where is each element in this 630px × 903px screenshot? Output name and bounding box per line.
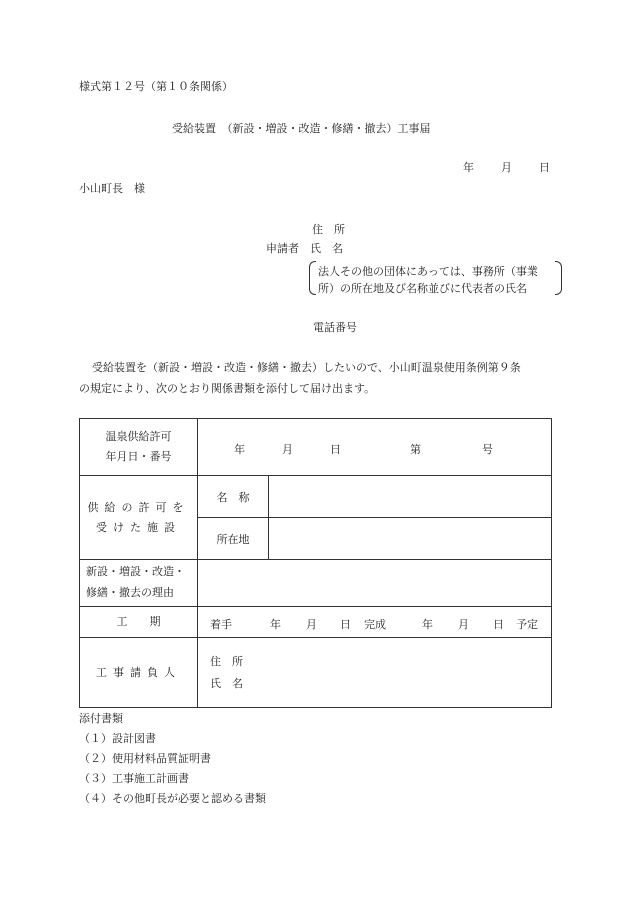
- bracket-right: [555, 261, 562, 295]
- permit-row: [80, 419, 552, 476]
- facility-location-label: 所在地: [198, 518, 269, 560]
- application-table: [79, 418, 552, 708]
- contractor-address-label: 住 所: [210, 654, 243, 668]
- form-title: 受給装置 （新設・増設・改造・修繕・撤去）工事届: [172, 122, 431, 135]
- period-start-day: 日: [340, 618, 351, 631]
- corporate-note: [309, 261, 562, 295]
- period-end-day: 日: [493, 618, 504, 631]
- reason-row: [80, 560, 552, 607]
- period-complete-label: 完成: [364, 618, 386, 631]
- date-year-label: 年: [463, 161, 474, 174]
- applicant-name-label: 申請者 氏 名: [266, 242, 343, 255]
- attachment-item: （４）その他町長が必要と認める書類: [79, 792, 266, 805]
- contractor-label: 工事請負人: [80, 638, 198, 708]
- permit-month-label: 月: [282, 443, 293, 456]
- corporate-note-line1: 法人その他の団体にあっては、事務所（事業: [318, 265, 538, 278]
- addressee: 小山町長 様: [79, 182, 145, 195]
- facility-name-label: 名 称: [198, 476, 269, 518]
- phone-label: 電話番号: [313, 321, 357, 334]
- corporate-note-line2: 所）の所在地及び名称並びに代表者の氏名: [318, 282, 527, 295]
- date-day-label: 日: [539, 161, 550, 174]
- date-month-label: 月: [501, 161, 512, 174]
- period-start-year: 年: [270, 618, 281, 631]
- attachment-item: （２）使用材料品質証明書: [79, 752, 211, 765]
- facility-label: 供給の許可を 受けた施設: [80, 476, 198, 560]
- period-end-year: 年: [422, 618, 433, 631]
- contractor-field[interactable]: [198, 638, 552, 708]
- bracket-left: [309, 261, 316, 295]
- reason-field[interactable]: [198, 560, 552, 607]
- body-text-line2: の規定により、次のとおり関係書類を添付して届け出ます。: [79, 382, 376, 395]
- facility-name-field[interactable]: [269, 476, 552, 518]
- reason-label: 新設・増設・改造・ 修繕・撤去の理由: [80, 560, 198, 607]
- permit-year-label: 年: [234, 443, 245, 456]
- attachment-item: （１）設計図書: [79, 732, 156, 745]
- facility-location-field[interactable]: [269, 518, 552, 560]
- permit-dai-label: 第: [410, 443, 421, 456]
- facility-name-row: [80, 476, 552, 518]
- permit-label: 温泉供給許可 年月日・番号: [80, 419, 198, 476]
- attachment-item: （３）工事施工計画書: [79, 772, 189, 785]
- permit-day-label: 日: [330, 443, 341, 456]
- period-planned-label: 予定: [516, 618, 538, 631]
- submission-date: [463, 162, 550, 173]
- body-text-line1: 受給装置を（新設・増設・改造・修繕・撤去）したいので、小山町温泉使用条例第９条: [92, 361, 521, 374]
- period-label: 工 期: [80, 607, 198, 638]
- contractor-row: [80, 638, 552, 708]
- period-start-month: 月: [306, 618, 317, 631]
- applicant-address-label: 住 所: [312, 223, 345, 236]
- period-value-cell[interactable]: [198, 607, 552, 638]
- permit-value-cell[interactable]: [198, 419, 552, 476]
- form-number: 様式第１２号（第１０条関係）: [79, 80, 233, 93]
- period-start-label: 着手: [210, 618, 232, 631]
- period-end-month: 月: [458, 618, 469, 631]
- contractor-name-label: 氏 名: [210, 676, 243, 690]
- permit-go-label: 号: [482, 443, 493, 456]
- attachments-title: 添付書類: [79, 712, 123, 725]
- period-row: [80, 607, 552, 638]
